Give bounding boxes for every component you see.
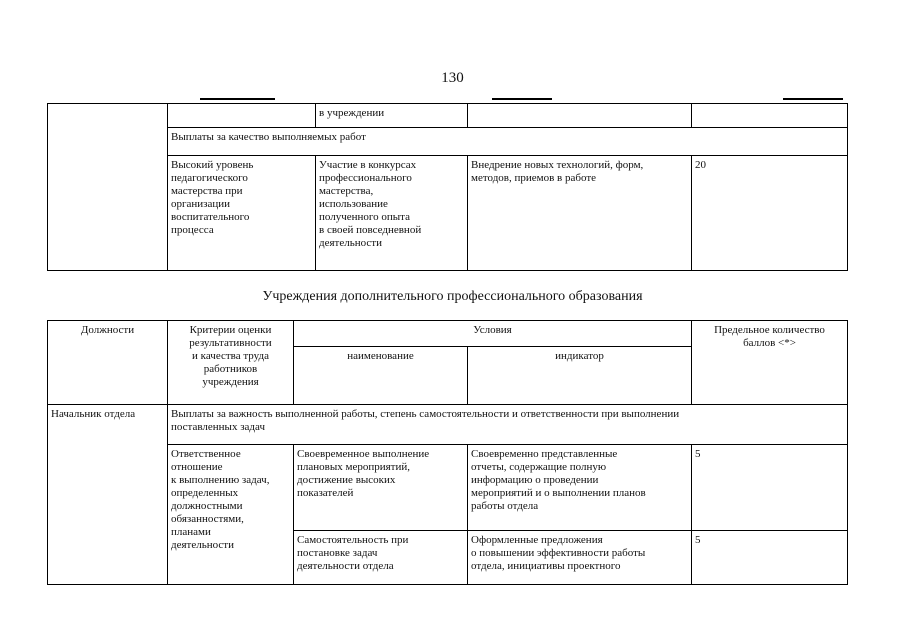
header-conditions: Условия	[294, 321, 692, 347]
top-rule-left	[200, 98, 275, 100]
condition-name-cell: Своевременное выполнение плановых мероприятий, достижение высоких показателей	[294, 445, 468, 531]
criteria-table-continued	[47, 103, 848, 271]
criterion-cell: Высокий уровень педагогического мастерства при организации воспитательного процесса	[168, 156, 316, 271]
criterion-cell: Ответственное отношение к выполнению задач, определенных должностными обязанностями, планами деятельности	[168, 445, 294, 585]
top-rule-right	[783, 98, 843, 100]
header-name: наименование	[294, 347, 468, 405]
indicator-cell: Оформленные предложения о повышении эффективности работы отдела, инициативы проектного	[468, 531, 692, 585]
section-heading: Учреждения дополнительного профессионального образования	[262, 289, 643, 304]
header-criteria: Критерии оценки результативности и качества труда работников учреждения	[168, 321, 294, 405]
condition-name-cell: Самостоятельность при постановке задач деятельности отдела	[294, 531, 468, 585]
section-row: Выплаты за важность выполненной работы, степень самостоятельности и ответственности при выполнении поставленных задач	[168, 405, 848, 445]
condition-name-cell: Участие в конкурсах профессионального мастерства, использование полученного опыта в своей повседневной деятельности	[316, 156, 468, 271]
header-max-points: Предельное количество баллов <*>	[692, 321, 848, 405]
position-cell: Начальник отдела	[48, 405, 168, 585]
empty-criterion-cell	[168, 104, 316, 128]
points-cell: 20	[692, 156, 848, 271]
indicator-cell: Своевременно представленные отчеты, содержащие полную информацию о проведении мероприятий и о выполнении планов работы отдела	[468, 445, 692, 531]
empty-position-cell	[48, 104, 168, 271]
header-position: Должности	[48, 321, 168, 405]
header-indicator: индикатор	[468, 347, 692, 405]
condition-name-cell: в учреждении	[316, 104, 468, 128]
criteria-table	[47, 320, 848, 585]
points-cell: 5	[692, 531, 848, 585]
top-rule-mid	[492, 98, 552, 100]
indicator-cell: Внедрение новых технологий, форм, методов, приемов в работе	[468, 156, 692, 271]
empty-indicator-cell	[468, 104, 692, 128]
page-number: 130	[441, 70, 464, 86]
section-row: Выплаты за качество выполняемых работ	[168, 128, 848, 156]
points-cell: 5	[692, 445, 848, 531]
empty-points-cell	[692, 104, 848, 128]
